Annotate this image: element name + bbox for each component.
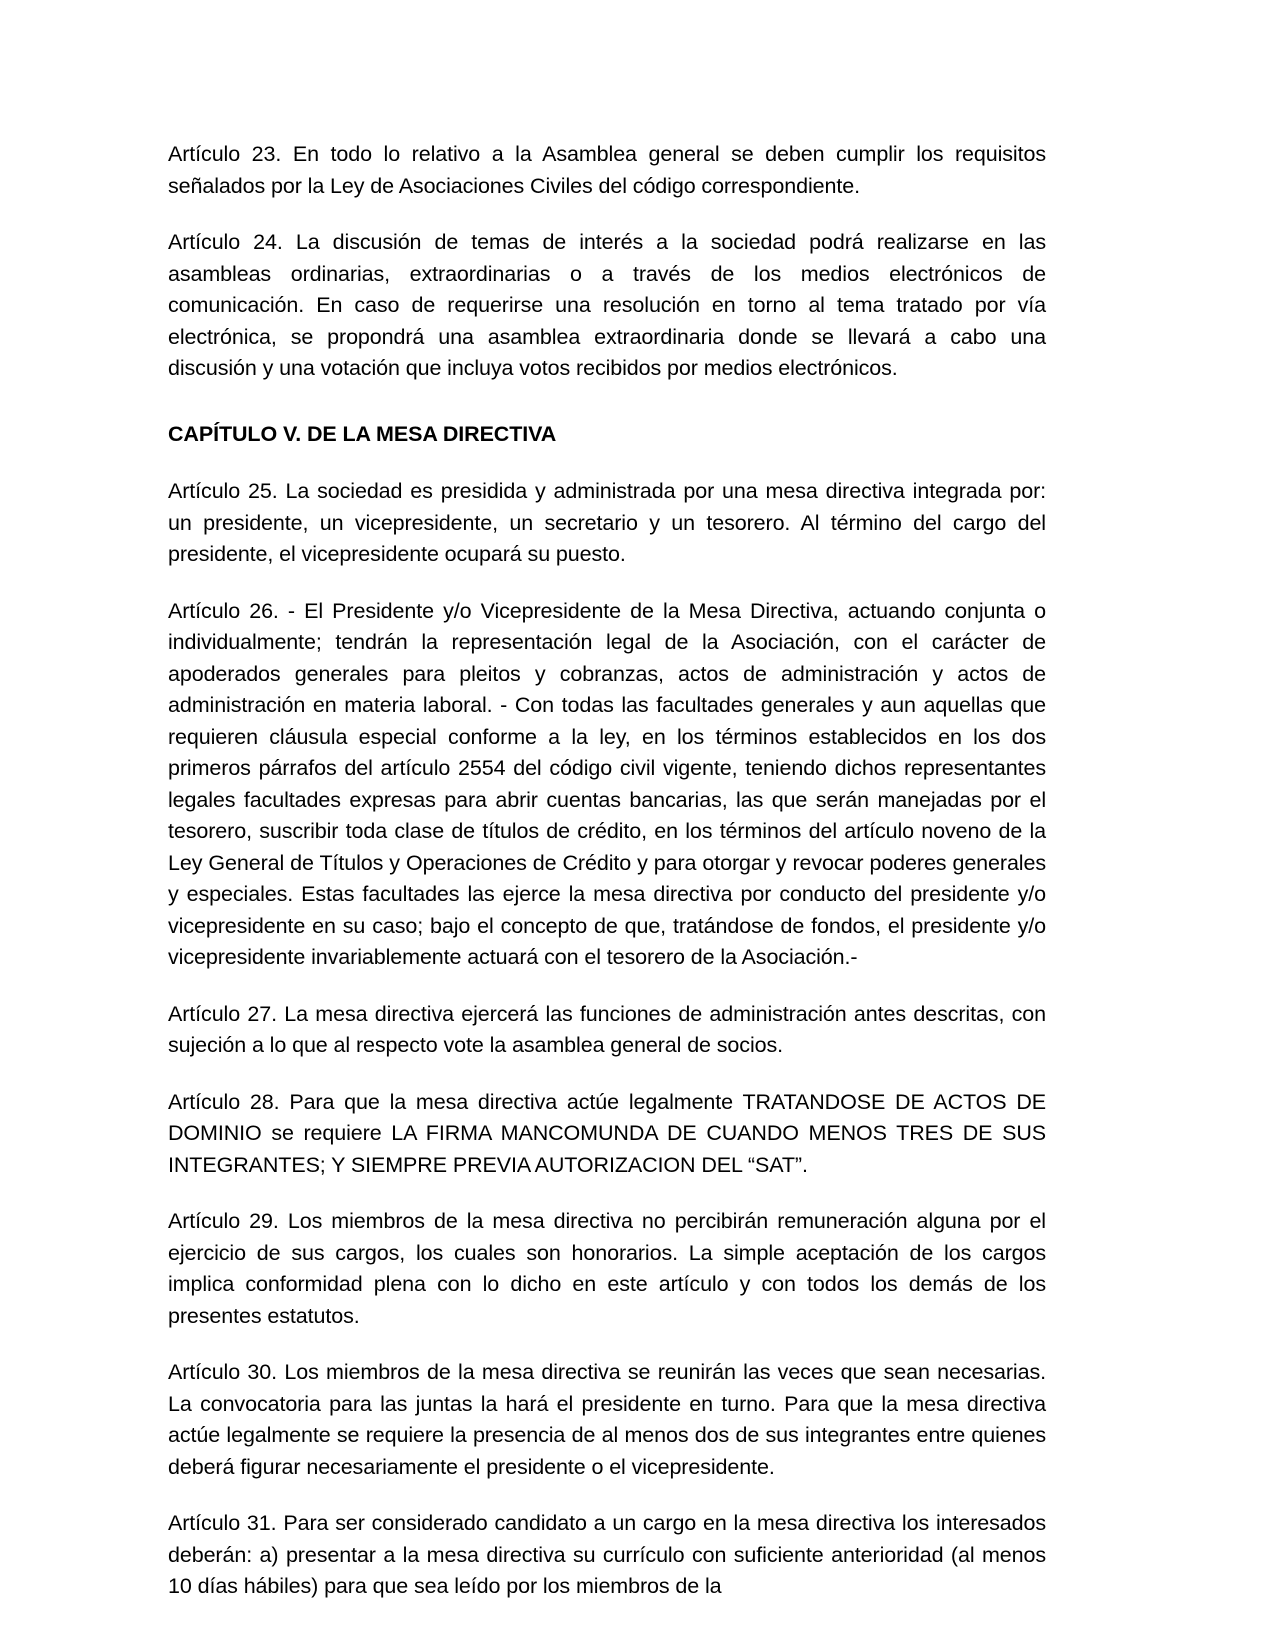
paragraph-articulo-23: Artículo 23. En todo lo relativo a la Asamblea general se deben cumplir los requisitos señalados por la Ley de Asociaciones Civiles del código correspondiente. <box>168 142 1046 198</box>
paragraph-articulo-27: Artículo 27. La mesa directiva ejercerá las funciones de administración antes descritas, con sujeción a lo que al respecto vote la asamblea general de socios. <box>168 1001 1046 1057</box>
paragraph-articulo-25: Artículo 25. La sociedad es presidida y administrada por una mesa directiva integrada por: un presidente, un vicepresidente, un secretario y un tesorero. Al término del cargo del presidente, el vicepresidente ocupará su puesto. <box>168 479 1046 566</box>
paragraph-articulo-31: Artículo 31. Para ser considerado candidato a un cargo en la mesa directiva los interesados deberán: a) presentar a la mesa directiva su currículo con suficiente anterioridad (al menos 10 días hábiles) para que sea leído por los miembros de la <box>168 1511 1046 1598</box>
heading-capitulo-v: CAPÍTULO V. DE LA MESA DIRECTIVA <box>168 421 557 446</box>
paragraph-articulo-30: Artículo 30. Los miembros de la mesa directiva se reunirán las veces que sean necesarias. La convocatoria para las juntas la hará el presidente en turno. Para que la mesa directiva actúe legalmente se requiere la presencia de al menos dos de sus integrantes entre quienes deberá figurar necesariamente el presidente o el vicepresidente. <box>168 1360 1046 1479</box>
page-text-column <box>168 139 1046 1603</box>
paragraph-articulo-24: Artículo 24. La discusión de temas de interés a la sociedad podrá realizarse en las asambleas ordinarias, extraordinarias o a través de los medios electrónicos de comunicación. En caso de requerirse una resolución en torno al tema tratado por vía electrónica, se propondrá una asamblea extraordinaria donde se llevará a cabo una discusión y una votación que incluya votos recibidos por medios electrónicos. <box>168 230 1046 380</box>
paragraph-articulo-26: Artículo 26. - El Presidente y/o Vicepresidente de la Mesa Directiva, actuando conjunta o individualmente; tendrán la representación legal de la Asociación, con el carácter de apoderados generales para pleitos y cobranzas, actos de administración y actos de administración en materia laboral. - Con todas las facultades generales y aun aquellas que requieren cláusula especial conforme a la ley, en los términos establecidos en los dos primeros párrafos del artículo 2554 del código civil vigente, teniendo dichos representantes legales facultades expresas para abrir cuentas bancarias, las que serán manejadas por el tesorero, suscribir toda clase de títulos de crédito, en los términos del artículo noveno de la Ley General de Títulos y Operaciones de Crédito y para otorgar y revocar poderes generales y especiales. Estas facultades las ejerce la mesa directiva por conducto del presidente y/o vicepresidente en su caso; bajo el concepto de que, tratándose de fondos, el presidente y/o vicepresidente invariablemente actuará con el tesorero de la Asociación.- <box>168 598 1046 969</box>
paragraph-articulo-29: Artículo 29. Los miembros de la mesa directiva no percibirán remuneración alguna por el ejercicio de sus cargos, los cuales son honorarios. La simple aceptación de los cargos implica conformidad plena con lo dicho en este artículo y con todos los demás de los presentes estatutos. <box>168 1209 1046 1328</box>
paragraph-articulo-28: Artículo 28. Para que la mesa directiva actúe legalmente TRATANDOSE DE ACTOS DE DOMINIO se requiere LA FIRMA MANCOMUNDA DE CUANDO MENOS TRES DE SUS INTEGRANTES; Y SIEMPRE PREVIA AUTORIZACION DEL “SAT”. <box>168 1089 1046 1177</box>
